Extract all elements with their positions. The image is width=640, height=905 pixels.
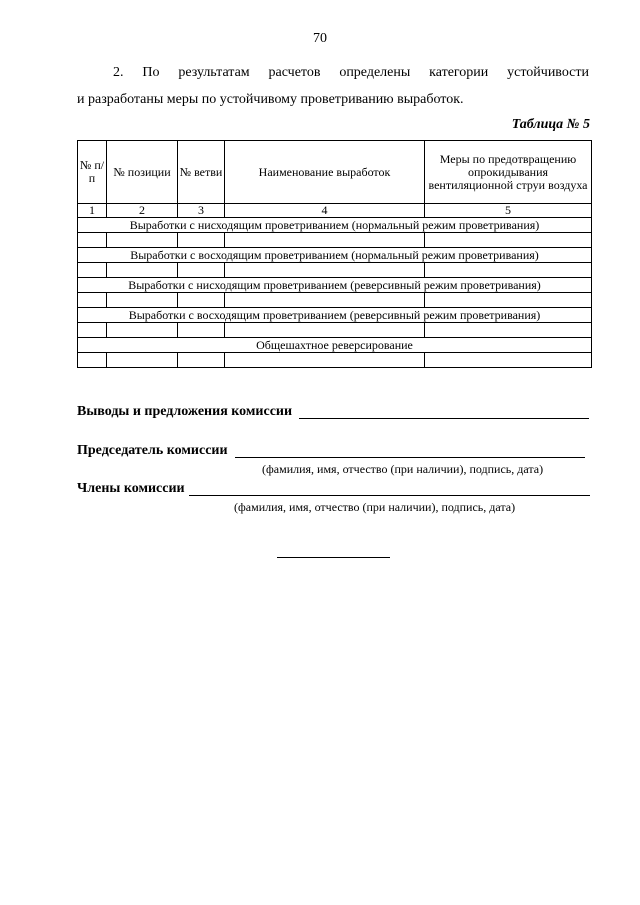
section-title: Выработки с восходящим проветриванием (нормальный режим проветривания) <box>78 248 592 263</box>
conclusions-label: Выводы и предложения комиссии <box>77 404 293 419</box>
table-cell <box>225 353 425 368</box>
table-cell <box>225 263 425 278</box>
header-cell: Меры по предотвращению опрокидывания вентиляционной струи воздуха <box>425 141 592 204</box>
members-hint: (фамилия, имя, отчество (при наличии), подпись, дата) <box>234 500 516 514</box>
table-cell <box>107 263 178 278</box>
table-cell <box>425 323 592 338</box>
header-cell: Наименование выработок <box>225 141 425 204</box>
table-cell <box>178 263 225 278</box>
conclusions-line <box>299 418 589 419</box>
table-cell <box>107 353 178 368</box>
section-title: Выработки с нисходящим проветриванием (реверсивный режим проветривания) <box>78 278 592 293</box>
members-line <box>189 495 590 496</box>
page-number: 70 <box>313 31 327 46</box>
header-cell: № ветви <box>178 141 225 204</box>
table-cell <box>178 353 225 368</box>
table-section-row <box>78 278 592 293</box>
table-row <box>78 323 592 338</box>
table-cell <box>225 233 425 248</box>
table-row <box>78 263 592 278</box>
table-cell <box>425 353 592 368</box>
table-cell <box>425 293 592 308</box>
table-cell <box>78 233 107 248</box>
header-cell: № позиции <box>107 141 178 204</box>
table-cell <box>107 293 178 308</box>
table-cell <box>225 293 425 308</box>
column-number: 3 <box>178 204 225 218</box>
column-number-row <box>78 204 592 218</box>
table-section-row <box>78 218 592 233</box>
table-header-row <box>78 141 592 204</box>
table-section-row <box>78 248 592 263</box>
table-cell <box>107 323 178 338</box>
paragraph-line-2: и разработаны меры по устойчивому проветриванию выработок. <box>77 92 464 107</box>
table-row <box>78 353 592 368</box>
table-cell <box>78 353 107 368</box>
table-cell <box>107 233 178 248</box>
closing-divider <box>277 557 390 558</box>
column-number: 1 <box>78 204 107 218</box>
table-cell <box>425 263 592 278</box>
table-row <box>78 233 592 248</box>
table-cell <box>225 323 425 338</box>
table-cell <box>178 293 225 308</box>
section-title: Выработки с восходящим проветриванием (реверсивный режим проветривания) <box>78 308 592 323</box>
table-section-row <box>78 308 592 323</box>
section-title: Общешахтное реверсирование <box>78 338 592 353</box>
table-cell <box>178 233 225 248</box>
table-row <box>78 293 592 308</box>
measures-table <box>77 140 592 368</box>
table-section-row <box>78 338 592 353</box>
table-cell <box>78 263 107 278</box>
column-number: 4 <box>225 204 425 218</box>
table-caption: Таблица № 5 <box>511 117 590 132</box>
table-cell <box>78 323 107 338</box>
section-title: Выработки с нисходящим проветриванием (нормальный режим проветривания) <box>78 218 592 233</box>
table-cell <box>78 293 107 308</box>
table-cell <box>178 323 225 338</box>
chairman-line <box>235 457 585 458</box>
chairman-label: Председатель комиссии <box>77 443 228 458</box>
table-cell <box>425 233 592 248</box>
chairman-hint: (фамилия, имя, отчество (при наличии), подпись, дата) <box>262 462 544 476</box>
members-label: Члены комиссии <box>77 481 185 496</box>
column-number: 2 <box>107 204 178 218</box>
header-cell: № п/п <box>78 141 107 204</box>
column-number: 5 <box>425 204 592 218</box>
paragraph-line-1: 2. По результатам расчетов определены категории устойчивости <box>113 65 589 80</box>
